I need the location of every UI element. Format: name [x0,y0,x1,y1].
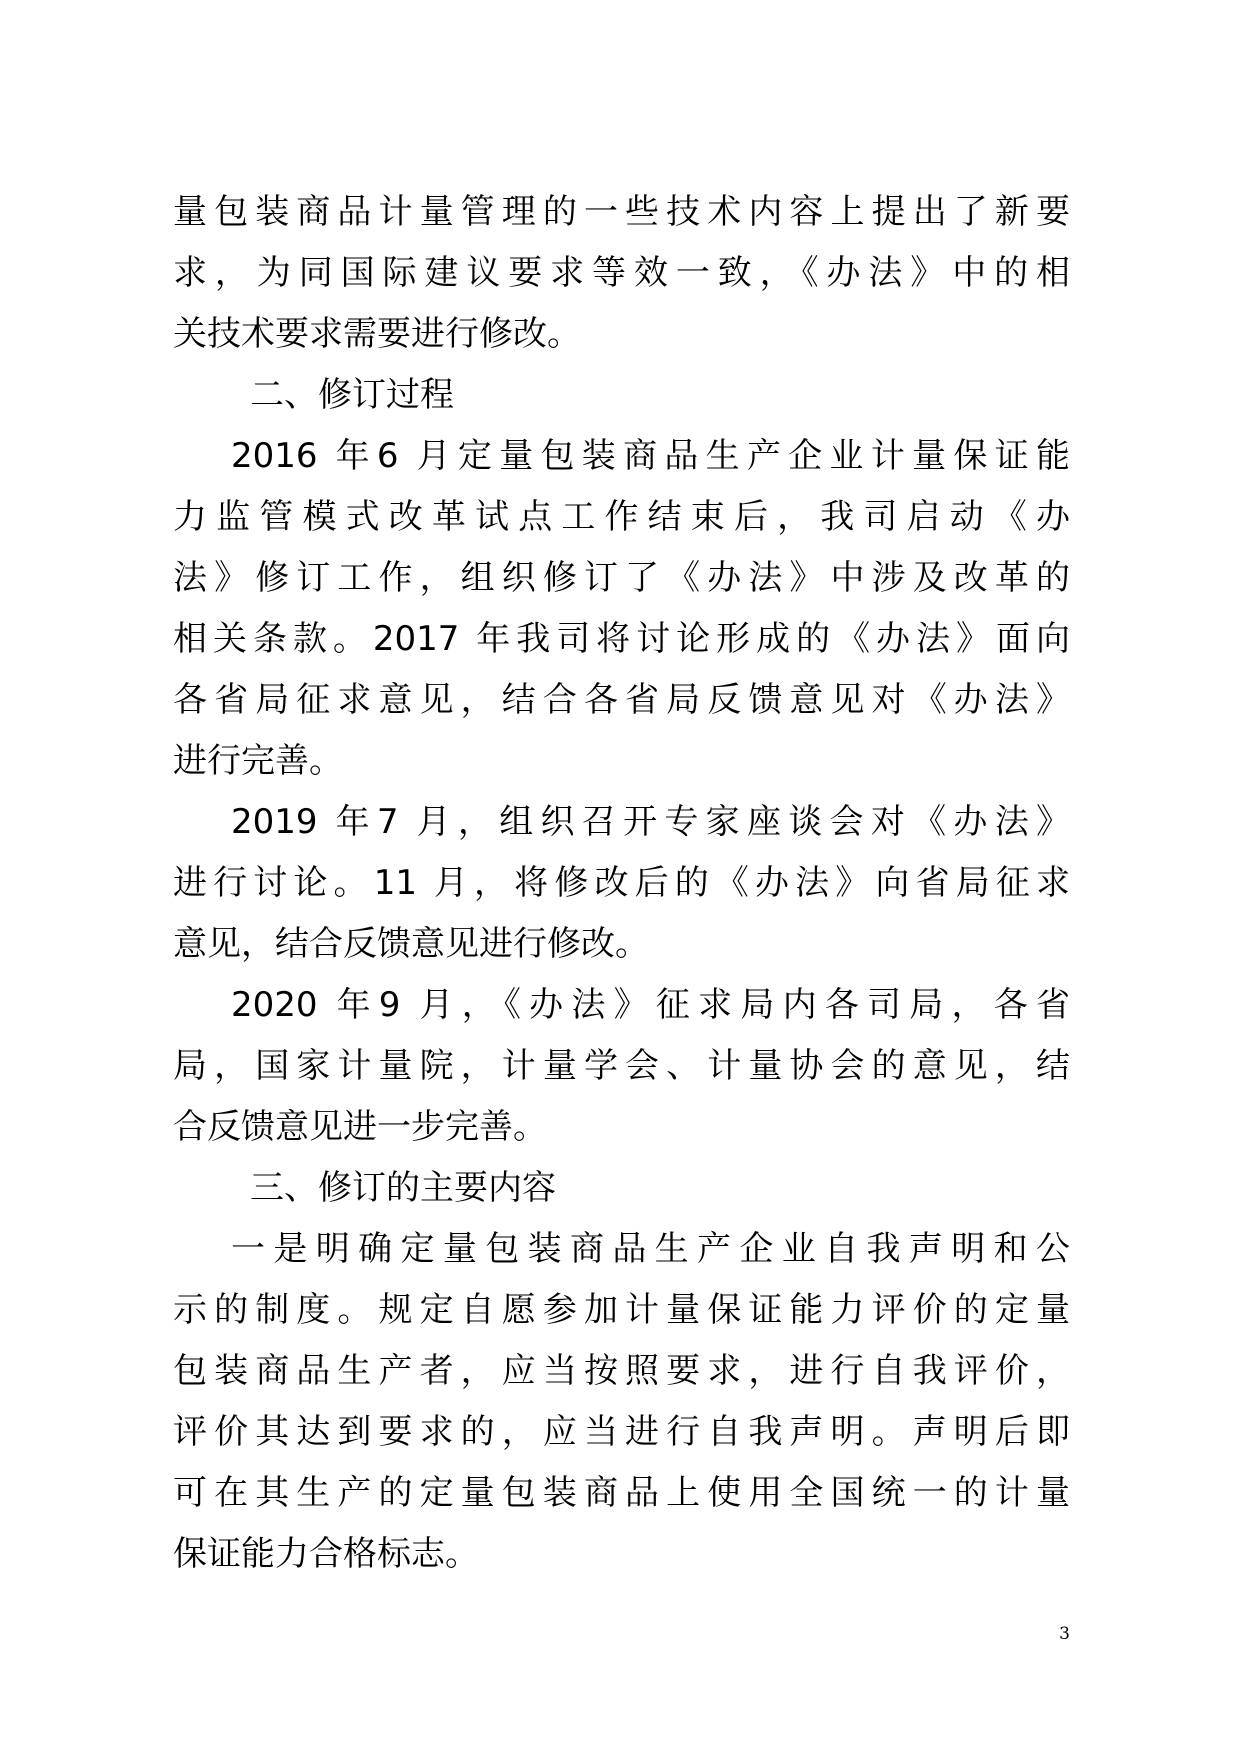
text-line: 量包装商品计量管理的一些技术内容上提出了新要 [173,192,1070,232]
text-line: 意见，结合反馈意见进行修改。 [173,924,649,964]
text-line: 各省局征求意见，结合各省局反馈意见对《办法》 [173,680,1070,720]
text-line: 保证能力合格标志。 [173,1534,479,1574]
section-heading-main-content: 三、修订的主要内容 [250,1168,556,1208]
text-line: 相关条款。2017 年我司将讨论形成的《办法》面向 [173,619,1070,659]
section-heading-revision-process: 二、修订过程 [250,375,454,415]
text-line: 局，国家计量院，计量学会、计量协会的意见，结 [173,1046,1070,1086]
text-line: 2020 年9 月，《办法》征求局内各司局，各省 [231,985,1070,1025]
text-line: 可在其生产的定量包装商品上使用全国统一的计量 [173,1473,1070,1513]
text-line: 2019 年7 月，组织召开专家座谈会对《办法》 [231,802,1070,842]
text-line: 进行完善。 [173,741,343,781]
text-line: 进行讨论。11 月，将修改后的《办法》向省局征求 [173,863,1070,903]
text-line: 一是明确定量包装商品生产企业自我声明和公 [231,1229,1070,1269]
text-line: 力监管模式改革试点工作结束后，我司启动《办 [173,497,1070,537]
text-line: 包装商品生产者，应当按照要求，进行自我评价， [173,1351,1070,1391]
text-line: 评价其达到要求的，应当进行自我声明。声明后即 [173,1412,1070,1452]
page-number: 3 [1059,1624,1070,1644]
text-line: 关技术要求需要进行修改。 [173,314,581,354]
body-text [173,182,1070,1585]
text-line: 示的制度。规定自愿参加计量保证能力评价的定量 [173,1290,1070,1330]
text-line: 合反馈意见进一步完善。 [173,1107,547,1147]
text-line: 2016 年6 月定量包装商品生产企业计量保证能 [231,436,1070,476]
text-line: 求，为同国际建议要求等效一致，《办法》中的相 [173,253,1070,293]
text-line: 法》修订工作，组织修订了《办法》中涉及改革的 [173,558,1070,598]
